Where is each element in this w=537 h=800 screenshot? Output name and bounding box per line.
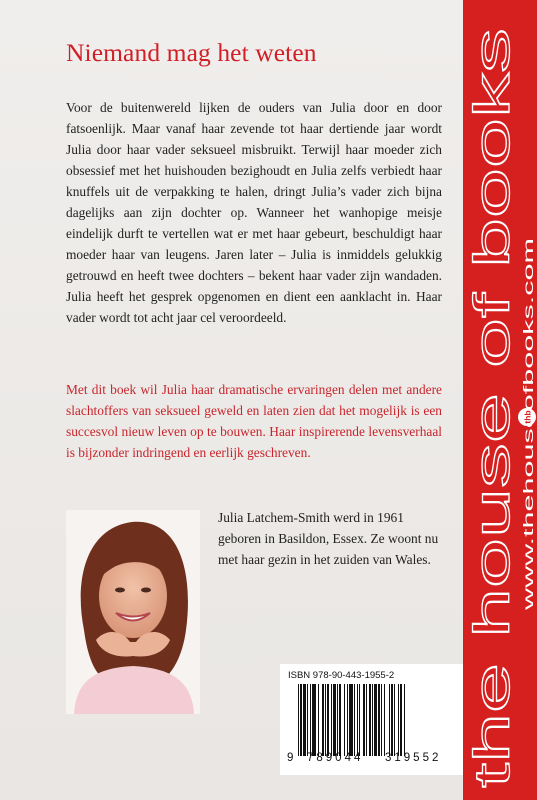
publisher-logo-icon [518, 408, 536, 426]
isbn-label: ISBN 978-90-443-1955-2 [288, 670, 395, 681]
book-title: Niemand mag het weten [66, 38, 317, 67]
barcode-bars [298, 684, 450, 756]
publisher-spine-strip [463, 0, 537, 800]
author-photo [66, 510, 200, 714]
publisher-logo-letters: thb [522, 410, 533, 424]
synopsis-paragraph: Voor de buitenwereld lijken de ouders van Julia door en door fatsoenlijk. Maar vanaf haar zevende tot haar dertiende jaar wordt Julia door haar vader seksueel misbruikt. Terwijl haar moeder zich obsessief met het huishouden bezighoudt en Julia zelfs verbiedt haar knuffels uit de verpakking te halen, dringt Julia’s vader zich bijna dagelijks aan zijn dochter op. Wanneer het wanhopige meisje eindelijk durft te vertellen wat er met haar gebeurt, beschuldigt haar moeder haar van leugens. Jaren later – Julia is inmiddels gelukkig getrouwd en heeft twee dochters – bekent haar vader zijn wandaden. Julia heeft het gesprek opgenomen en dient een aanklacht in. Haar vader wordt tot acht jaar cel veroordeeld. [66, 100, 442, 325]
barcode-digits-right: 319552 [385, 752, 442, 764]
publisher-name: the house of books [464, 365, 520, 788]
barcode-panel [280, 664, 463, 775]
publisher-website: www.thehouseofbooks.com [521, 445, 536, 610]
barcode-digit-lead: 9 [287, 752, 294, 764]
barcode-digits-left: 789044 [307, 752, 364, 764]
author-bio: Julia Latchem-Smith werd in 1961 geboren in Basildon, Essex. Ze woont nu met haar gezin in het zuiden van Wales. [218, 510, 439, 567]
mission-paragraph: Met dit boek wil Julia haar dramatische ervaringen delen met andere slachtoffers van seksueel geweld en laten zien dat het mogelijk is een succesvol nieuw leven op te bouwen. Haar inspirerende levensverhaal is bijzonder indringend en eerlijk geschreven. [66, 382, 442, 460]
